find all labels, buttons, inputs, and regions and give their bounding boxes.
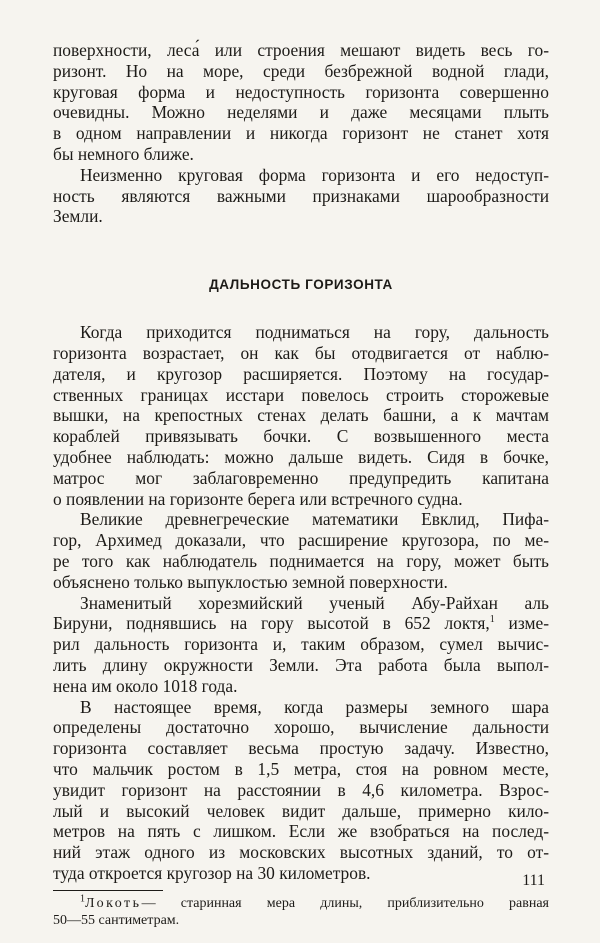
text-line: удобнее наблюдать: можно дальше видеть. Сидя в бочке, (53, 446, 549, 467)
text-line: ний этаж одного из московских высотных зданий, то от- (53, 842, 549, 863)
paragraph-circular-form (53, 165, 549, 227)
footnote-divider (53, 890, 163, 891)
text-line: вышки, на крепостных стенах делать башни, а к мачтам (53, 405, 549, 426)
footnote (53, 895, 549, 929)
text-line: Знаменитый хорезмийский ученый Абу-Райхан аль (80, 592, 549, 613)
text-line: круговая форма и недоступность горизонта совершенно (53, 81, 549, 102)
text-line: туда откроется кругозор на 30 километров. (53, 862, 371, 883)
text-segment: изме- (494, 613, 549, 634)
text-line: о появлении на горизонте берега или встречного судна. (53, 488, 463, 509)
text-line: Когда приходится подниматься на гору, дальность (80, 322, 549, 343)
text-line: горизонта составляет весьма простую задачу. Известно, (53, 738, 549, 759)
text-line: лый и высокий человек видит дальше, примерно кило- (53, 800, 549, 821)
text-line: ность являются важными признаками шарообразности (53, 185, 549, 206)
footnote-line: 50—55 сантиметрам. (53, 912, 180, 928)
text-line: кораблей привязывать бочки. С возвышенного места (53, 426, 549, 447)
footnote-marker: 1 (80, 893, 85, 905)
text-segment: Бируни, поднявшись на гору высотой в 652 локтя, (53, 613, 490, 634)
footnote-term: Локоть (85, 895, 142, 911)
text-line-with-footnote-ref (53, 613, 549, 634)
text-line: гор, Архимед доказали, что расширение кругозора, по ме- (53, 530, 549, 551)
text-line: метров на пять с лишком. Если же взобраться на послед- (53, 821, 549, 842)
text-line: дателя, и кругозор расширяется. Поэтому на государ- (53, 363, 549, 384)
text-line: что мальчик ростом в 1,5 метра, стоя на ровном месте, (53, 758, 549, 779)
text-line: очевидны. Можно неделями и даже месяцами плыть (53, 102, 549, 123)
book-page (53, 40, 549, 929)
footnote-definition: — старинная мера длины, приблизительно равная (141, 895, 549, 911)
text-line: нена им около 1018 года. (53, 675, 238, 696)
paragraph-biruni (53, 593, 549, 697)
text-line: определены достаточно хорошо, вычисление дальности (53, 717, 549, 738)
text-line: в одном направлении и никогда горизонт не станет хотя (53, 123, 549, 144)
text-line: Великие древнегреческие математики Евклид, Пифа- (80, 509, 549, 530)
text-line: Неизменно круговая форма горизонта и его недоступ- (80, 164, 549, 185)
text-line: бы немного ближе. (53, 143, 194, 164)
text-line: ре того как наблюдатель поднимается на гору, может быть (53, 550, 549, 571)
text-line: увидит горизонт на расстоянии в 4,6 километра. Взрос- (53, 779, 549, 800)
text-line: лить длину окружности Земли. Эта работа была выпол- (53, 654, 549, 675)
paragraph-present-day (53, 697, 549, 884)
text-line: поверхности, леса́ или строения мешают видеть весь го- (53, 40, 549, 60)
text-line: ризонт. Но на море, среди безбрежной водной глади, (53, 60, 549, 81)
footnote-line (53, 895, 549, 912)
text-line: Земли. (53, 206, 103, 227)
paragraph-greek-mathematicians (53, 509, 549, 592)
page-number: 111 (522, 872, 545, 889)
section-heading: ДАЛЬНОСТЬ ГОРИЗОНТА (209, 277, 393, 293)
text-line: горизонта возрастает, он как бы отодвигается от наблю- (53, 342, 549, 363)
text-line: объяснено только выпуклостью земной поверхности. (53, 571, 448, 592)
text-line: В настоящее время, когда размеры земного шара (80, 696, 549, 717)
text-line: матрос мог заблаговременно предупредить капитана (53, 467, 549, 488)
text-line: ственных границах исстари повелось строить сторожевые (53, 384, 549, 405)
footnote-reference[interactable]: 1 (489, 614, 495, 626)
paragraph-horizon-visibility (53, 40, 549, 165)
text-line: рил дальность горизонта и, таким образом, сумел вычис- (53, 634, 549, 655)
paragraph-mountain (53, 322, 549, 509)
